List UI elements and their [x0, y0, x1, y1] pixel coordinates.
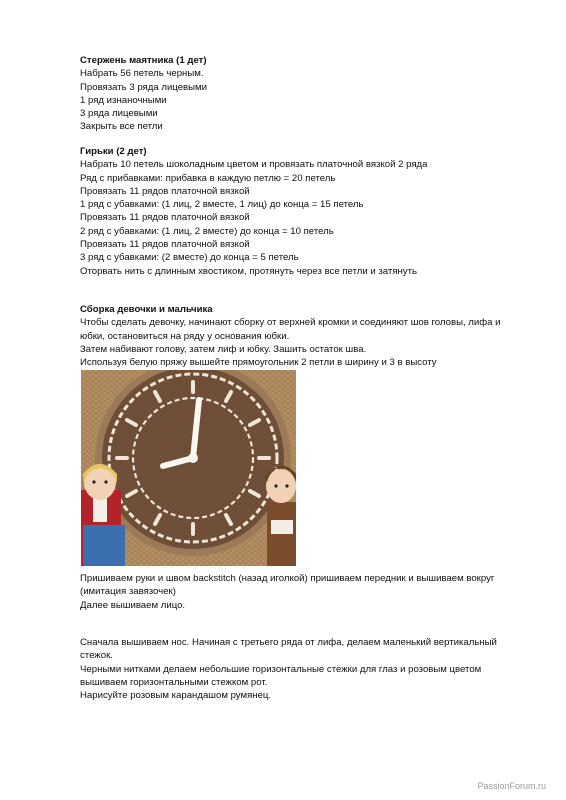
text-line: стежок. [80, 650, 113, 662]
text-line: Чтобы сделать девочку, начинают сборку от верхней кромки и соединяют шов головы, лифа и [80, 317, 501, 329]
text-line: Провязать 3 ряда лицевыми [80, 81, 207, 93]
text-line: Провязать 11 рядов платочной вязкой [80, 239, 250, 251]
text-line: Черными нитками делаем небольшие горизонтальные стежки для глаз и розовым цветом [80, 663, 482, 675]
text-line: Ряд с прибавками: прибавка в каждую петлю = 20 петель [80, 172, 336, 184]
knitted-clock-photo [81, 370, 296, 566]
text-line: Набрать 56 петель черным. [80, 68, 204, 80]
heading-assembly: Сборка девочки и мальчика [80, 304, 213, 315]
text-line: 2 ряд с убавками: (1 лиц, 2 вместе) до конца = 10 петель [80, 225, 334, 237]
boy-doll [265, 466, 296, 566]
text-line: Пришиваем руки и швом backstitch (назад иголкой) пришиваем передник и вышиваем вокруг [80, 573, 495, 584]
text-line: Используя белую пряжу вышейте прямоугольник 2 петли в ширину и 3 в высоту [80, 357, 437, 369]
text-line: Сначала вышиваем нос. Начиная с третьего ряда от лифа, делаем маленький вертикальный [80, 637, 497, 648]
text-line: Далее вышиваем лицо. [80, 599, 186, 611]
text-line: Набрать 10 петель шоколадным цветом и провязать платочной вязкой 2 ряда [80, 159, 428, 171]
text-line: Провязать 11 рядов платочной вязкой [80, 185, 250, 197]
heading-weights: Гирьки (2 дет) [80, 146, 147, 157]
section-assembly [80, 303, 540, 369]
text-line: вышиваем горизонтальными стежком рот. [80, 676, 268, 688]
heading-pendulum-rod: Стержень маятника (1 дет) [80, 55, 207, 66]
text-line: Провязать 11 рядов платочной вязкой [80, 212, 250, 224]
text-line: (имитация завязочек) [80, 586, 176, 598]
text-line: Затем набивают голову, затем лиф и юбку. Зашить остаток шва. [80, 343, 367, 355]
text-line: юбки, остановиться на ряду у основания юбки. [80, 330, 290, 342]
text-line: Нарисуйте розовым карандашом румянец. [80, 690, 272, 702]
section-weights [80, 145, 540, 278]
text-line: 3 ряд с убавками: (2 вместе) до конца = 5 петель [80, 252, 299, 264]
section-pendulum-rod [80, 54, 540, 134]
site-watermark: PassionForum.ru [477, 781, 546, 791]
text-line: 1 ряд с убавками: (1 лиц, 2 вместе, 1 лиц) до конца = 15 петель [80, 199, 364, 211]
text-line: Закрыть все петли [80, 121, 163, 133]
text-line: Оторвать нить с длинным хвостиком, протянуть через все петли и затянуть [80, 265, 417, 277]
text-line: 3 ряда лицевыми [80, 108, 158, 120]
section-face [80, 636, 540, 702]
section-arms-apron [80, 572, 540, 612]
text-line: 1 ряд изнаночными [80, 94, 167, 106]
